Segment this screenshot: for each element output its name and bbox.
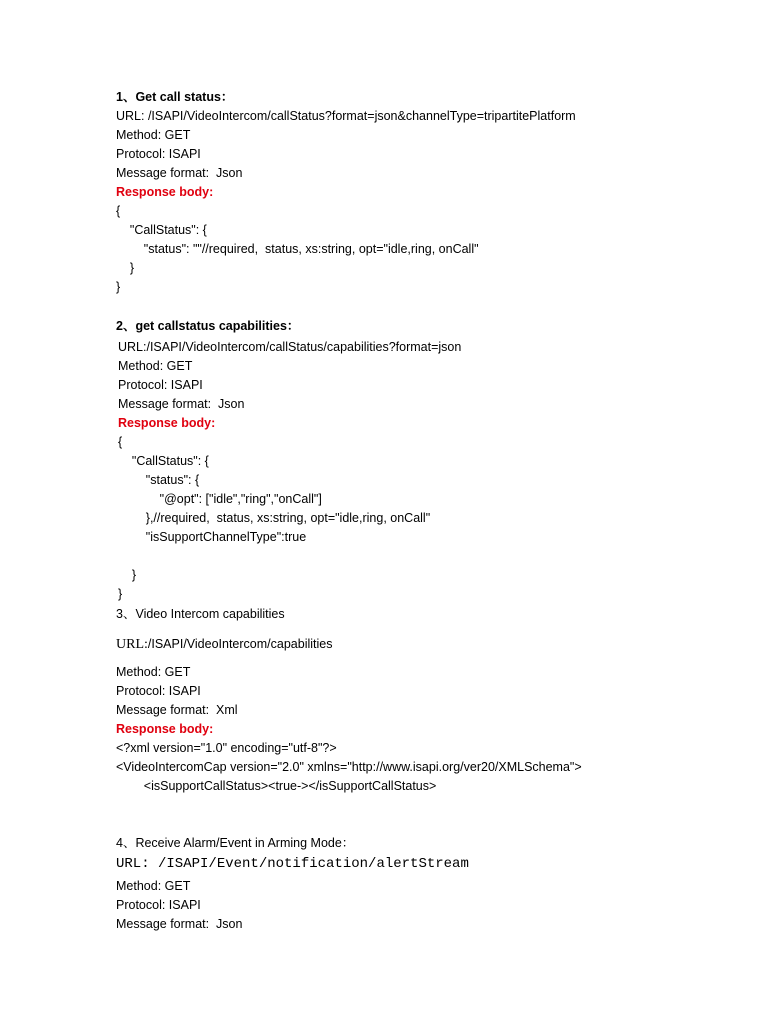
section-3-response-label: Response body: xyxy=(116,722,214,736)
section-3-url-prefix: URL: xyxy=(116,637,148,652)
section-3-body-line: <?xml version="1.0" encoding="utf-8"?> xyxy=(116,741,337,755)
section-2-body-line: "isSupportChannelType":true xyxy=(118,530,307,544)
section-4-url: URL: /ISAPI/Event/notification/alertStream xyxy=(116,856,469,872)
section-2-method: Method: GET xyxy=(118,359,193,373)
section-3-heading: 3、Video Intercom capabilities xyxy=(116,607,285,621)
section-1-method: Method: GET xyxy=(116,128,191,142)
section-3-message-format: Message format: Xml xyxy=(116,703,238,717)
section-2-body-line: "@opt": ["idle","ring","onCall"] xyxy=(118,492,322,506)
section-1-response-label: Response body: xyxy=(116,185,214,199)
section-3-body-line: <VideoIntercomCap version="2.0" xmlns="http://www.isapi.org/ver20/XMLSchema"> xyxy=(116,760,582,774)
section-1-body-line: } xyxy=(116,280,121,294)
section-4-method: Method: GET xyxy=(116,879,191,893)
section-3-body-line: <isSupportCallStatus><true-></isSupportCallStatus> xyxy=(116,779,437,793)
section-2-url: URL:/ISAPI/VideoIntercom/callStatus/capabilities?format=json xyxy=(118,340,462,354)
section-2-heading: 2、get callstatus capabilities： xyxy=(116,319,300,333)
section-1-message-format: Message format: Json xyxy=(116,166,243,180)
section-1-body-line: "CallStatus": { xyxy=(116,223,207,237)
section-4-protocol: Protocol: ISAPI xyxy=(116,898,201,912)
section-1-heading: 1、Get call status： xyxy=(116,90,234,104)
section-3-url-path: /ISAPI/VideoIntercom/capabilities xyxy=(147,637,333,651)
section-1-body-line: } xyxy=(116,261,135,275)
section-4-message-format: Message format: Json xyxy=(116,917,243,931)
section-3-protocol: Protocol: ISAPI xyxy=(116,684,201,698)
section-2-response-label: Response body: xyxy=(118,416,216,430)
section-1-body-line: { xyxy=(116,204,121,218)
section-2-body-line: "CallStatus": { xyxy=(118,454,209,468)
section-1-url: URL: /ISAPI/VideoIntercom/callStatus?format=json&channelType=tripartitePlatform xyxy=(116,109,576,123)
section-3-url xyxy=(116,636,332,653)
section-2-protocol: Protocol: ISAPI xyxy=(118,378,203,392)
section-2-message-format: Message format: Json xyxy=(118,397,245,411)
section-2-body-line: { xyxy=(118,435,123,449)
section-2-body-line: } xyxy=(118,568,137,582)
section-3-method: Method: GET xyxy=(116,665,191,679)
section-2-body-line: } xyxy=(118,587,123,601)
section-4-heading: 4、Receive Alarm/Event in Arming Mode： xyxy=(116,836,355,850)
section-2-body-line: },//required, status, xs:string, opt="idle,ring, onCall" xyxy=(118,511,431,525)
section-1-protocol: Protocol: ISAPI xyxy=(116,147,201,161)
section-2-body-line: "status": { xyxy=(118,473,200,487)
section-1-body-line: "status": ""//required, status, xs:string, opt="idle,ring, onCall" xyxy=(116,242,479,256)
